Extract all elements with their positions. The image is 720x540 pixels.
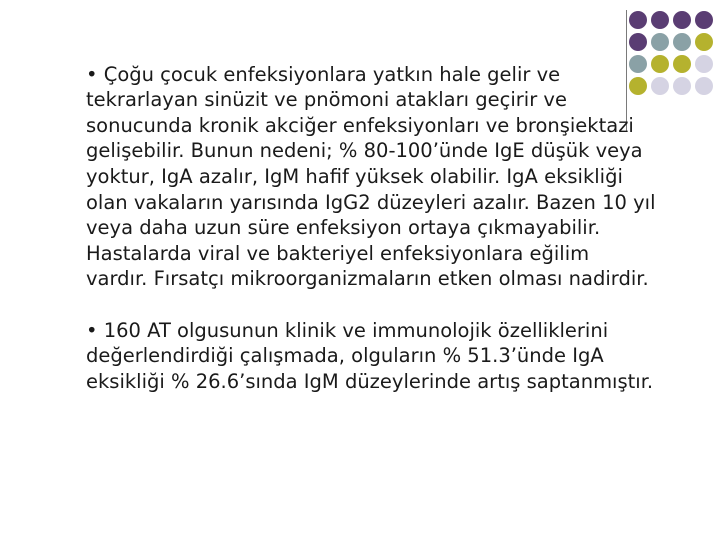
decorative-dot bbox=[673, 77, 691, 95]
decorative-dot bbox=[695, 11, 713, 29]
decorative-dot bbox=[651, 11, 669, 29]
slide-body-text bbox=[86, 36, 656, 420]
decorative-dot bbox=[695, 55, 713, 73]
decorative-dot bbox=[695, 33, 713, 51]
decorative-dot bbox=[673, 11, 691, 29]
decorative-dot bbox=[673, 33, 691, 51]
decorative-dot bbox=[673, 55, 691, 73]
paragraph-ataxia-infections: • Çoğu çocuk enfeksiyonlara yatkın hale gelir ve tekrarlayan sinüzit ve pnömoni atakları geçirir ve sonucunda kronik akciğer enfeksiyonları ve bronşiektazi gelişebilir. Bunun nedeni; % 80-100’ünde IgE düşük veya yoktur, IgA azalır, IgM hafif yüksek olabilir. IgA eksikliği olan vakaların yarısında IgG2 düzeyleri azalır. Bazen 10 yıl veya daha uzun süre enfeksiyon ortaya çıkmayabilir. Hastalarda viral ve bakteriyel enfeksiyonlara eğilim vardır. Fırsatçı mikroorganizmaların etken olması nadirdir. bbox=[86, 62, 656, 291]
paragraph-study-findings: • 160 AT olgusunun klinik ve immunolojik özelliklerini değerlendirdiği çalışmada, olguların % 51.3’ünde IgA eksikliği % 26.6’sında IgM düzeylerinde artış saptanmıştır. bbox=[86, 318, 654, 393]
decorative-dot bbox=[629, 11, 647, 29]
decorative-dot bbox=[695, 77, 713, 95]
